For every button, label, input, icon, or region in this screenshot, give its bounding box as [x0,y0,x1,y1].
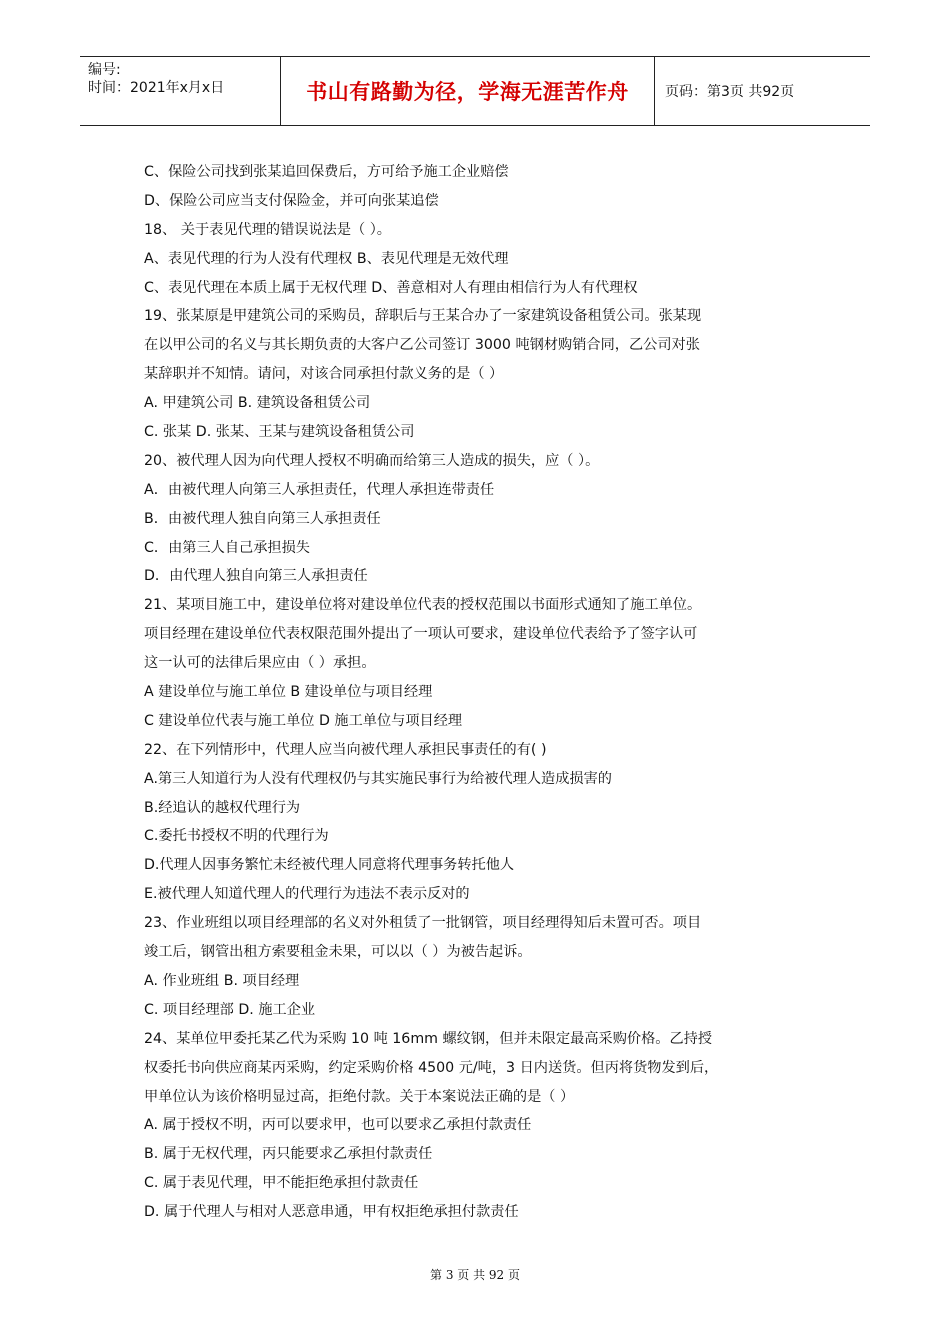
text-line: D．由代理人独自向第三人承担责任 [144,568,368,585]
text-line: C、表见代理在本质上属于无权代理 D、善意相对人有理由相信行为人有代理权 [144,279,638,296]
header-page-label: 页码：第3页 共92页 [665,84,795,100]
text-line: A. 作业班组 B. 项目经理 [144,972,300,989]
text-line: D. 属于代理人与相对人恶意串通，甲有权拒绝承担付款责任 [144,1204,519,1221]
text-line: C、保险公司找到张某追回保费后，方可给予施工企业赔偿 [144,164,509,180]
text-line: C. 属于表见代理，甲不能拒绝承担付款责任 [144,1175,419,1192]
header-meta [80,57,281,125]
number-label: 编号: [88,62,121,78]
text-line: 19、张某原是甲建筑公司的采购员，辞职后与王某合办了一家建筑设备租赁公司。张某现 [144,308,702,325]
text-line: B. 属于无权代理，丙只能要求乙承担付款责任 [144,1146,433,1163]
text-line: 20、被代理人因为向代理人授权不明确而给第三人造成的损失，应（ ）。 [144,452,600,469]
text-line: 项目经理在建设单位代表权限范围外提出了一项认可要求，建设单位代表给予了签字认可 [144,626,698,643]
text-line: 23、作业班组以项目经理部的名义对外租赁了一批钢管，项目经理得知后未置可否。项目 [144,915,702,932]
text-line: A. 甲建筑公司 B. 建筑设备租赁公司 [144,395,371,412]
text-line: A.第三人知道行为人没有代理权仍与其实施民事行为给被代理人造成损害的 [144,770,612,787]
text-line: B.经追认的越权代理行为 [144,799,301,816]
text-line: E.被代理人知道代理人的代理行为违法不表示反对的 [144,886,470,903]
text-line: A、表见代理的行为人没有代理权 B、表见代理是无效代理 [144,250,509,267]
text-line: 这一认可的法律后果应由（ ）承担。 [144,655,376,672]
text-line: A．由被代理人向第三人承担责任，代理人承担连带责任 [144,481,495,498]
text-line: 权委托书向供应商某丙采购，约定采购价格 4500 元/吨，3 日内送货。但丙将货物发到后， [144,1059,719,1076]
text-line: A 建设单位与施工单位 B 建设单位与项目经理 [144,684,433,701]
text-line: 某辞职并不知情。请问，对该合同承担付款义务的是（ ） [144,366,504,383]
text-line: 18、 关于表见代理的错误说法是（ ）。 [144,221,391,238]
document-body [144,158,814,1227]
text-line: C. 张某 D. 张某、王某与建筑设备租赁公司 [144,424,415,441]
page-footer: 第 3 页 共 92 页 [430,1268,520,1282]
text-line: A. 属于授权不明，丙可以要求甲，也可以要求乙承担付款责任 [144,1117,532,1134]
text-line: C．由第三人自己承担损失 [144,539,310,556]
text-line: 甲单位认为该价格明显过高，拒绝付款。关于本案说法正确的是（ ） [144,1088,575,1105]
header-motto: 书山有路勤为径，学海无涯苦作舟 [281,57,655,125]
text-line: 24、某单位甲委托某乙代为采购 10 吨 16mm 螺纹钢，但并未限定最高采购价格。乙持授 [144,1030,713,1047]
text-line: C 建设单位代表与施工单位 D 施工单位与项目经理 [144,712,463,729]
text-line: 21、某项目施工中，建设单位将对建设单位代表的授权范围以书面形式通知了施工单位。 [144,597,702,614]
text-line: 22、在下列情形中，代理人应当向被代理人承担民事责任的有( ) [144,741,547,758]
text-line: C. 项目经理部 D. 施工企业 [144,1001,316,1018]
text-line: 竣工后，钢管出租方索要租金未果，可以以（ ）为被告起诉。 [144,944,532,961]
text-line: B．由被代理人独自向第三人承担责任 [144,510,381,527]
text-line: D、保险公司应当支付保险金，并可向张某追偿 [144,192,439,209]
text-line: 在以甲公司的名义与其长期负责的大客户乙公司签订 3000 吨钢材购销合同，乙公司对张 [144,337,700,354]
text-line: D.代理人因事务繁忙未经被代理人同意将代理事务转托他人 [144,857,515,874]
text-line: C.委托书授权不明的代理行为 [144,828,329,845]
page-header [80,56,870,126]
time-label: 时间：2021年x月x日 [88,80,225,96]
